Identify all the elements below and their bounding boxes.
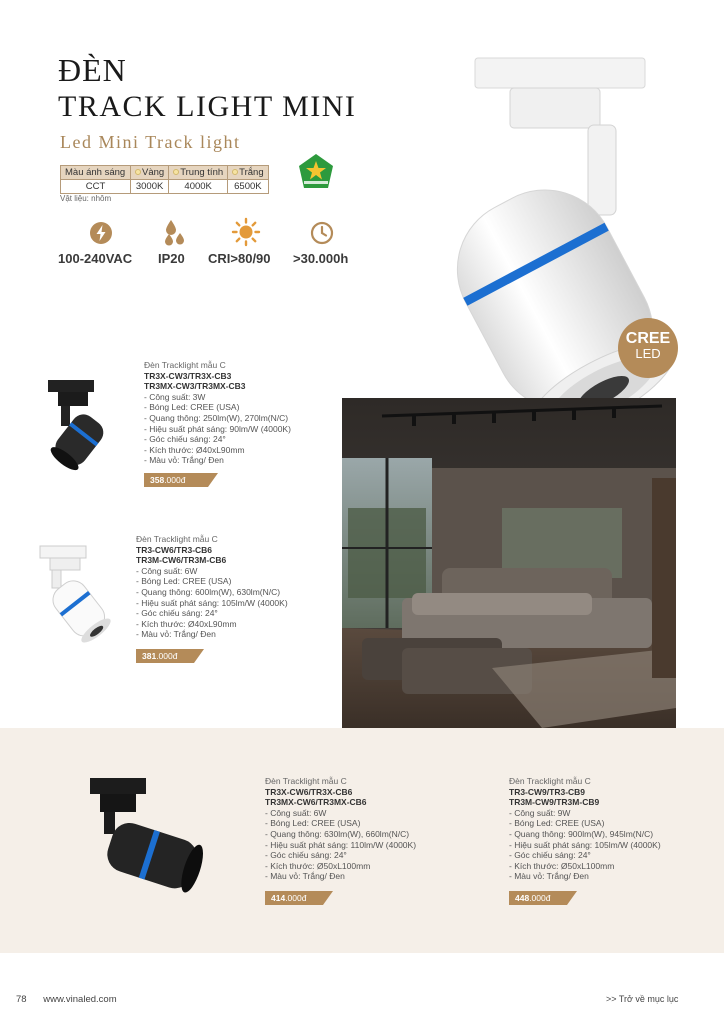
color-row-label: Màu ánh sáng bbox=[61, 166, 131, 180]
light-dot-icon bbox=[232, 169, 238, 175]
color-vang: Vàng bbox=[131, 166, 169, 180]
title-line2: TRACK LIGHT MINI bbox=[58, 90, 357, 123]
product-black-6w-image bbox=[80, 774, 210, 894]
color-trung-tinh: Trung tính bbox=[169, 166, 228, 180]
price-tag-4: 448.000đ bbox=[509, 891, 567, 905]
cct-4000: 4000K bbox=[169, 180, 228, 194]
spec-cri: CRI>80/90 bbox=[208, 251, 271, 266]
spec-lifetime: >30.000h bbox=[293, 251, 349, 266]
spec-ip: IP20 bbox=[158, 251, 185, 266]
bedroom-interior-photo bbox=[342, 398, 676, 728]
cct-row-label: CCT bbox=[61, 180, 131, 194]
hero-track-light-image bbox=[380, 40, 690, 460]
spec-line: - Bóng Led: CREE (USA) bbox=[136, 576, 232, 587]
product-code: TR3-CW6/TR3-CB6 bbox=[136, 544, 213, 555]
cree-led-badge: CREE LED bbox=[618, 318, 678, 378]
clock-icon bbox=[310, 221, 334, 245]
product-category: Đèn Tracklight mẫu C bbox=[509, 776, 591, 786]
product-code: TR3X-CW6/TR3X-CB6 bbox=[265, 786, 353, 797]
spec-line: - Bóng Led: CREE (USA) bbox=[265, 818, 361, 829]
product-category: Đèn Tracklight mẫu C bbox=[144, 360, 226, 370]
product-code: TR3M-CW9/TR3M-CB9 bbox=[509, 797, 600, 808]
water-drops-icon bbox=[162, 218, 188, 248]
spec-line: - Màu vỏ: Trắng/ Đen bbox=[136, 629, 216, 640]
spec-line: - Bóng Led: CREE (USA) bbox=[509, 818, 605, 829]
spec-line: - Quang thông: 900lm(W), 945lm(N/C) bbox=[509, 828, 654, 839]
website-link[interactable]: www.vinaled.com bbox=[43, 994, 117, 1005]
title-line1: ĐÈN bbox=[58, 52, 127, 88]
spec-line: - Hiệu suất phát sáng: 90lm/W (4000K) bbox=[144, 423, 291, 434]
product-code: TR3-CW9/TR3-CB9 bbox=[509, 786, 586, 797]
spec-line: - Góc chiếu sáng: 24° bbox=[144, 434, 226, 445]
product-info-2 bbox=[136, 534, 288, 640]
spec-line: - Quang thông: 600lm(W), 630lm(N/C) bbox=[136, 586, 281, 597]
cct-6500: 6500K bbox=[228, 180, 268, 194]
spec-line: - Kích thước: Ø40xL90mm bbox=[144, 444, 245, 455]
spec-line: - Màu vỏ: Trắng/ Đen bbox=[509, 871, 589, 882]
spec-line: - Góc chiếu sáng: 24° bbox=[265, 850, 347, 861]
spec-line: - Góc chiếu sáng: 24° bbox=[136, 608, 218, 619]
spec-line: - Kích thước: Ø50xL100mm bbox=[265, 860, 371, 871]
cct-3000: 3000K bbox=[131, 180, 169, 194]
price-tag-2: 381.000đ bbox=[136, 649, 194, 663]
product-code: TR3X-CW3/TR3X-CB3 bbox=[144, 370, 232, 381]
product-code: TR3MX-CW3/TR3MX-CB3 bbox=[144, 381, 246, 392]
material-note: Vật liệu: nhôm bbox=[60, 194, 112, 203]
spec-line: - Công suất: 6W bbox=[265, 807, 327, 818]
product-code: TR3MX-CW6/TR3MX-CB6 bbox=[265, 797, 367, 808]
light-dot-icon bbox=[173, 169, 179, 175]
spec-line: - Kích thước: Ø40xL90mm bbox=[136, 618, 237, 629]
spec-line: - Hiệu suất phát sáng: 105lm/W (4000K) bbox=[509, 839, 661, 850]
spec-line: - Quang thông: 250lm(W), 270lm(N/C) bbox=[144, 412, 289, 423]
spec-line: - Hiệu suất phát sáng: 110lm/W (4000K) bbox=[265, 839, 417, 850]
back-to-toc-link[interactable]: >> Trở về mục lục bbox=[606, 994, 679, 1004]
product-category: Đèn Tracklight mẫu C bbox=[136, 534, 218, 544]
spec-line: - Màu vỏ: Trắng/ Đen bbox=[265, 871, 345, 882]
price-tag-3: 414.000đ bbox=[265, 891, 323, 905]
product-info-3 bbox=[265, 776, 416, 882]
light-dot-icon bbox=[135, 169, 141, 175]
product-code: TR3M-CW6/TR3M-CB6 bbox=[136, 555, 227, 566]
spec-line: - Hiệu suất phát sáng: 105lm/W (4000K) bbox=[136, 597, 288, 608]
product-black-3w-image bbox=[44, 376, 120, 472]
spec-line: - Công suất: 3W bbox=[144, 391, 206, 402]
color-trang: Trắng bbox=[228, 166, 268, 180]
product-category: Đèn Tracklight mẫu C bbox=[265, 776, 347, 786]
product-white-6w-image bbox=[38, 544, 114, 644]
spec-voltage: 100-240VAC bbox=[58, 251, 133, 266]
product-info-1 bbox=[144, 360, 291, 466]
sun-icon bbox=[231, 217, 261, 247]
page-number: 78 bbox=[16, 994, 27, 1005]
spec-line: - Công suất: 9W bbox=[509, 807, 571, 818]
bolt-icon bbox=[89, 221, 113, 245]
spec-line: - Kích thước: Ø50xL100mm bbox=[509, 860, 615, 871]
spec-line: - Góc chiếu sáng: 24° bbox=[509, 850, 591, 861]
color-temperature-table bbox=[60, 165, 269, 194]
footer-left bbox=[16, 994, 117, 1005]
spec-line: - Quang thông: 630lm(W), 660lm(N/C) bbox=[265, 828, 410, 839]
spec-line: - Màu vỏ: Trắng/ Đen bbox=[144, 455, 224, 466]
energy-efficiency-badge-icon bbox=[296, 152, 336, 192]
subtitle: Led Mini Track light bbox=[60, 132, 241, 152]
spec-line: - Bóng Led: CREE (USA) bbox=[144, 402, 240, 413]
product-info-4 bbox=[509, 776, 661, 882]
price-tag-1: 358.000đ bbox=[144, 473, 208, 487]
spec-line: - Công suất: 6W bbox=[136, 565, 198, 576]
